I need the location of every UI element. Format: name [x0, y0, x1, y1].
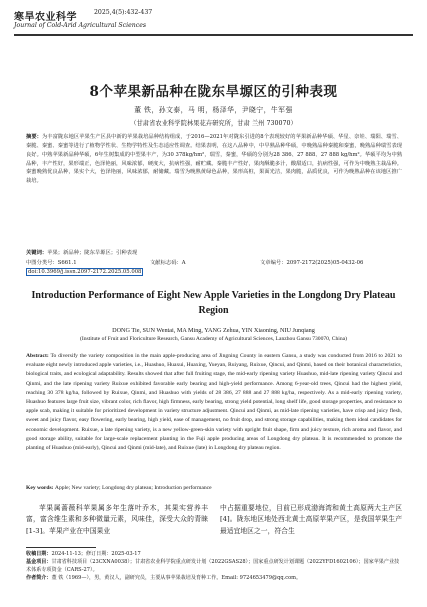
doi-link[interactable]: doi:10.3969/j.issn.2097-2172.2025.05.008 — [28, 269, 142, 275]
article-title-en: Introduction Performance of Eight New Apple Varieties in the Longdong Dry Plateau Region — [31, 290, 396, 316]
clc-number: 中图分类号：S661.1 — [26, 260, 77, 266]
footnote-author: 作者简介：董 铁（1969—），男，黄汉人，副研究员，主要从事苹果栽培及育种工作。Email: 9724653479@qq.com。 — [26, 575, 302, 582]
journal-title-en: Journal of Cold-Arid Agricultural Sciences — [14, 22, 147, 29]
journal-header — [14, 8, 413, 34]
keywords-zh-label: 关键词： — [26, 250, 48, 256]
authors-en: DONG Tie, SUN Wentai, MA Ming, YANG Zehua, YIN Xiaoning, NIU Junqiang — [112, 327, 315, 334]
article-title-zh: 8个苹果新品种在陇东旱塬区的引种表现 — [89, 84, 338, 100]
authors-zh: 董 铁，孙文泰，马 明，杨泽华，尹晓宁，牛军强 — [134, 106, 293, 114]
header-rule — [14, 34, 413, 36]
footnote-rule — [26, 547, 96, 548]
keywords-en-label: Key words: — [26, 485, 54, 491]
keywords-en-text: Apple; New variety; Longdong dry plateau; Introduction performance — [54, 485, 212, 491]
abstract-en — [26, 352, 402, 453]
affiliation-en: (Institute of Fruit and Floriculture Research, Gansu Academy of Agricultural Sciences, Lanzhou Gansu 730070, China) — [79, 336, 348, 342]
abstract-zh-text: 为丰富陇东地区苹果生产区县中新的苹果栽培品种结构组成，于2016—2021年对陇东引进的8个表现较好的苹果新品种华硕、华星、奈娃、瑞阳、瑞雪、秦脆、秦蜜、秦蜜等进行了植物学性状、生物学特性及生态适应性调查。结果表明，在这八品种中，中早熟品种华硕，中晚熟品种秦脆和秦蜜，晚熟品种瑞雪表现良好。中熟苹果新品种华硕，6年生树集成的中型果丰产，为30 378kg/hm²，瑞雪，秦蜜，华硕的分别为28 386、27 888、27 888 kg/hm²。华硕平均为中熟品种，丰产性好，果形端正，色泽艳丽，风味浓郁，硬度大，抗病性强，耐贮藏。秦脆丰产性好，果肉酥脆多汁，酸甜适口，抗病性强，可作为中晚熟主栽品种。秦蜜晚熟优良品种，果实个大，色泽艳丽，风味浓郁，耐储藏。瑞雪为晚熟黄绿色品种，果形高桩，果面光洁，果肉脆，品质优良，可作为晚熟品种在该地区推广栽培。 — [26, 134, 403, 185]
footnote-received: 收稿日期：2024-11-13；修订日期：2025-03-17 — [26, 551, 141, 557]
journal-title-zh: 寒旱农业科学 — [14, 12, 77, 23]
abstract-zh — [26, 133, 402, 186]
abstract-en-label: Abstract: — [26, 353, 49, 359]
footnote-fund: 基金项目：甘肃省科技项目（23CXNA0038）；甘肃省农业科学院重点研发计划（2022GSAS28）；国家重点研发计划课题（2022YFD1602106）；国家苹果产业技术体系专项资金（CARS-27）。 — [26, 559, 400, 574]
footnote — [26, 550, 402, 582]
abstract-en-text: To diversify the variety composition in the main apple-producing area of Jingning County in eastern Gansu, a study was conducted from 2016 to 2021 to evaluate eight newly introduced apple varieties, i.e., Huashuo, Huaxui, Huaxing, Yueyan, Ruiyang, Ruixue, Qincui, and Qinmi, based on their botanical characteristics, biological traits, and ecological adaptability. Results showed that after full fruiting stage, the mid-early ripening variety Huashuo, mid-late ripening variety Qincui and Qinmi, and the late ripening variety Ruixue exhibited favorable early bearing and high-yield performance. Among 6-year-old trees, Qincui had the highest yield, reaching 30 378 kg/ha, followed by Ruixue, Qinmi, and Huashuo with yields of 28 386, 27 888 and 27 888 kg/ha, respectively. As a mid-early ripening variety, Huashuo features large fruit size, vibrant color, rich flavor, high firmness, early bearing, strong yield potential, long shelf life, good storage properties, and resistance to apple scab, making it suitable for prioritized development in variety structure adjustment. Qincui and Qinmi, as mid-late ripening varieties, have crisp and juicy flesh, sweet and juicy flavor, easy flowering, early bearing, high yield, ease of management, no fruit drop, and strong storage capabilities, making them ideal candidates for economic development. Ruixue, a late ripening variety, is a new yellow-green-skin variety with upright fruit shape, firm and juicy texture, rich aroma and flavor, and good storage ability, suitable for large-scale replacement planting in the Fuji apple producing areas of Longdong dry plateau. It is recommended to promote the planting of Huashuo (mid-early), Qincui and Qinmi (mid-late), and Ruixue (late) in Longdong dry plateau region. — [26, 353, 402, 452]
article-number: 文章编号：2097-2172(2025)05-0432-06 — [260, 260, 364, 266]
body-column-right: 中占据重要地位，目前已形成渤海湾和黄土高原两大主产区[4]。陇东地区地处西北黄土高原苹果产区，是我国苹果生产最适宜地区之一，符合生 — [220, 504, 402, 535]
keywords-zh-text: 苹果；新品种；陇东旱塬区；引种表现 — [47, 250, 138, 256]
document-code: 文献标志码：A — [150, 260, 186, 266]
body-column-left: 苹果属蔷薇科苹果属多年生落叶乔木，其果实营养丰富，富含维生素和多种微量元素，风味佳，深受大众的青睐[1-3]。苹果产业在中国果业 — [26, 504, 208, 535]
journal-volume: 2025,4(5):432-437 — [94, 9, 153, 16]
keywords-zh — [26, 248, 402, 256]
affiliation-zh: （甘肃省农业科学院林果花卉研究所，甘肃 兰州 730070） — [130, 120, 297, 127]
keywords-en — [26, 485, 402, 491]
abstract-zh-label: 摘要： — [26, 134, 42, 140]
